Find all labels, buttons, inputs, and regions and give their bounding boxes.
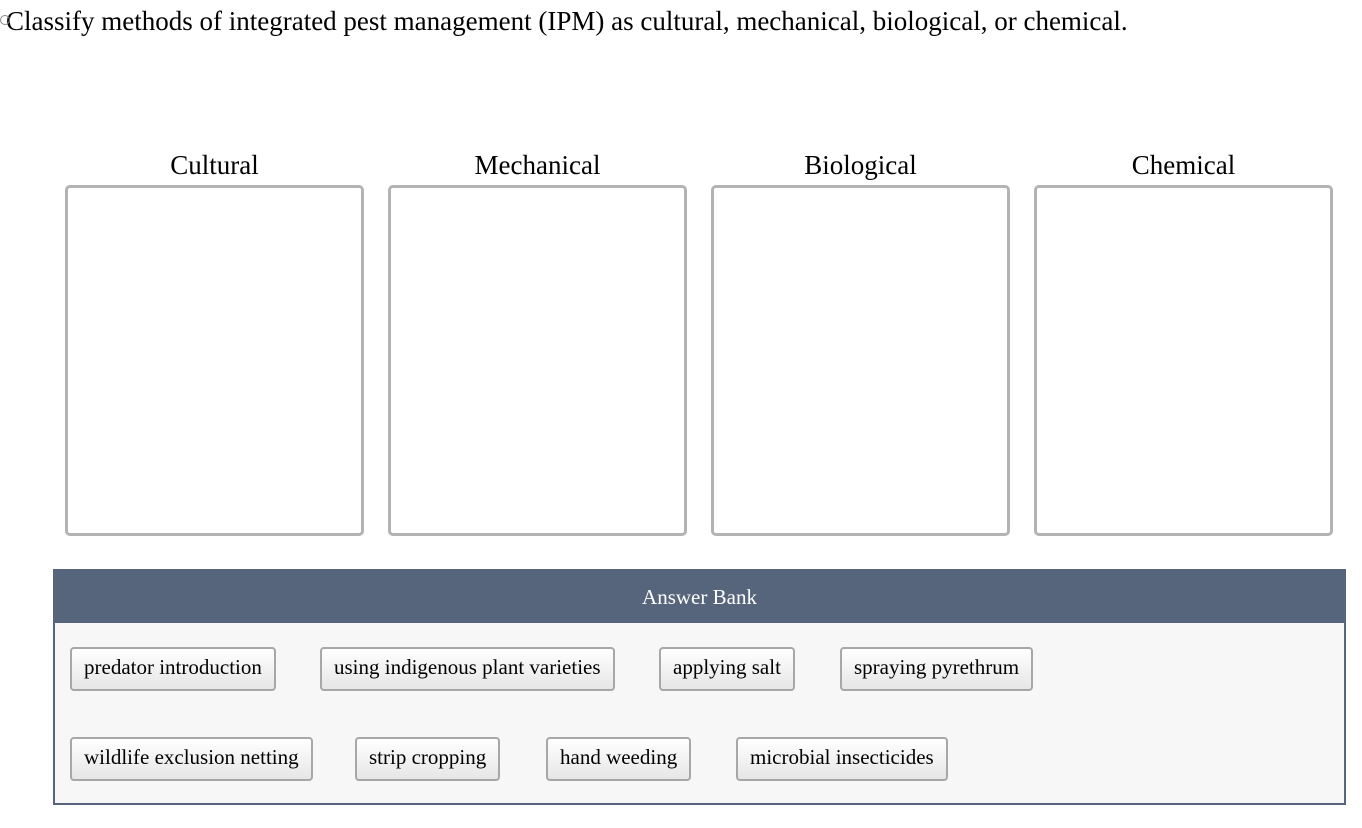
bin-label-mechanical: Mechanical [474, 150, 601, 180]
answer-chip-hand-weeding[interactable]: hand weeding [546, 737, 691, 781]
drop-zone-cultural[interactable] [65, 185, 364, 536]
answer-chip-predator-introduction[interactable]: predator introduction [70, 647, 276, 691]
answer-chip-using-indigenous-plant-varieties[interactable]: using indigenous plant varieties [320, 647, 615, 691]
bin-label-chemical: Chemical [1131, 150, 1236, 180]
answer-chip-wildlife-exclusion-netting[interactable]: wildlife exclusion netting [70, 737, 313, 781]
drop-zone-biological[interactable] [711, 185, 1010, 536]
answer-bank [53, 569, 1346, 805]
bin-chemical [1034, 147, 1333, 536]
bin-mechanical [388, 147, 687, 536]
answer-chip-microbial-insecticides[interactable]: microbial insecticides [736, 737, 948, 781]
answer-chip-spraying-pyrethrum[interactable]: spraying pyrethrum [840, 647, 1033, 691]
answer-chip-applying-salt[interactable]: applying salt [659, 647, 795, 691]
bin-label-cultural: Cultural [170, 150, 259, 180]
answer-chip-strip-cropping[interactable]: strip cropping [355, 737, 500, 781]
question-bullet-icon [0, 15, 10, 25]
bin-label-biological: Biological [804, 150, 917, 180]
drop-zone-chemical[interactable] [1034, 185, 1333, 536]
drop-zone-mechanical[interactable] [388, 185, 687, 536]
answer-bank-title: Answer Bank [55, 571, 1344, 623]
bin-biological [711, 147, 1010, 536]
question-text [6, 5, 1128, 37]
bin-cultural [65, 147, 364, 536]
question-label: Classify methods of integrated pest management (IPM) as cultural, mechanical, biological, or chemical. [6, 6, 1128, 36]
